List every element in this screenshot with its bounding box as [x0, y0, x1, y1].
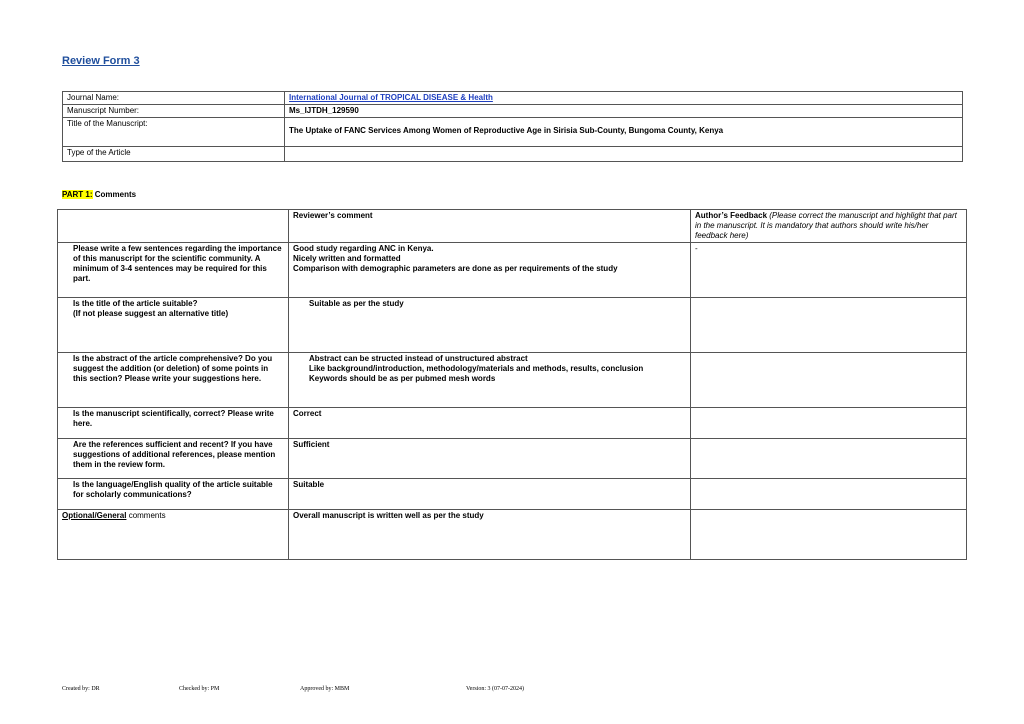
comments-header-row — [58, 210, 967, 243]
optional-comments-row — [58, 510, 967, 560]
comment-line: Keywords should be as per pubmed mesh words — [309, 374, 496, 383]
author-feedback-header — [691, 210, 967, 243]
author-feedback-title: Author’s Feedback — [695, 211, 768, 220]
comments-table — [57, 209, 967, 560]
author-feedback-cell[interactable] — [691, 353, 967, 408]
footer-version: Version: 3 (07-07-2024) — [466, 686, 524, 692]
comment-row — [58, 479, 967, 510]
question-cell: Is the manuscript scientifically, correct? Please write here. — [58, 408, 289, 439]
manuscript-info-table — [62, 91, 963, 162]
question-cell: Is the language/English quality of the article suitable for scholarly communications? — [58, 479, 289, 510]
manuscript-title-label: Title of the Manuscript: — [63, 118, 285, 147]
reviewer-comment-cell — [289, 243, 691, 298]
comment-line: Sufficient — [293, 440, 330, 449]
comment-line: Good study regarding ANC in Kenya. — [293, 244, 434, 253]
reviewer-comment-cell — [289, 408, 691, 439]
reviewer-comment-cell — [289, 353, 691, 408]
comment-line: Abstract can be structed instead of unstructured abstract — [309, 354, 528, 363]
manuscript-title-row — [63, 118, 963, 147]
comment-row — [58, 298, 967, 353]
optional-feedback-cell[interactable] — [691, 510, 967, 560]
reviewer-comment-cell — [289, 439, 691, 479]
author-feedback-cell[interactable]: - — [691, 243, 967, 298]
footer-checked: Checked by: PM — [179, 686, 220, 692]
journal-label: Journal Name: — [63, 92, 285, 105]
optional-label-underlined: Optional/General — [62, 511, 127, 520]
article-type-row — [63, 147, 963, 162]
manuscript-number-value: Ms_IJTDH_129590 — [285, 105, 963, 118]
optional-label-rest: comments — [126, 511, 166, 520]
question-cell — [58, 298, 289, 353]
part1-heading — [62, 190, 136, 199]
footer-approved: Approved by: MBM — [300, 686, 350, 692]
author-feedback-cell[interactable] — [691, 408, 967, 439]
question-line: (If not please suggest an alternative title) — [73, 309, 229, 318]
optional-comment-cell: Overall manuscript is written well as per the study — [289, 510, 691, 560]
comment-line: Comparison with demographic parameters are done as per requirements of the study — [293, 264, 618, 273]
part1-prefix: PART 1: — [62, 190, 93, 199]
journal-link[interactable]: International Journal of TROPICAL DISEASE & Health — [289, 93, 493, 102]
question-cell: Please write a few sentences regarding the importance of this manuscript for the scientific community. A minimum of 3-4 sentences may be required for this part. — [58, 243, 289, 298]
comment-row — [58, 243, 967, 298]
journal-value — [285, 92, 963, 105]
comment-row — [58, 408, 967, 439]
question-cell: Is the abstract of the article comprehensive? Do you suggest the addition (or deletion) of some points in this section? Please write your suggestions here. — [58, 353, 289, 408]
footer-created: Created by: DR — [62, 686, 100, 692]
comment-line: Suitable as per the study — [309, 299, 404, 308]
comment-row — [58, 353, 967, 408]
manuscript-title-value: The Uptake of FANC Services Among Women of Reproductive Age in Sirisia Sub-County, Bungoma County, Kenya — [285, 118, 963, 147]
form-title: Review Form 3 — [62, 55, 140, 67]
optional-label-cell — [58, 510, 289, 560]
author-feedback-cell[interactable] — [691, 439, 967, 479]
journal-row — [63, 92, 963, 105]
question-cell: Are the references sufficient and recent? If you have suggestions of additional references, please mention them in the review form. — [58, 439, 289, 479]
author-feedback-cell[interactable] — [691, 298, 967, 353]
manuscript-number-label: Manuscript Number: — [63, 105, 285, 118]
author-feedback-cell[interactable] — [691, 479, 967, 510]
comment-line: Suitable — [293, 480, 325, 489]
author-feedback-instruction: (Please correct the manuscript and highlight that part in the manuscript. It is mandatory that authors should write his/her feedback here) — [695, 211, 957, 240]
question-line: Is the title of the article suitable? — [73, 299, 198, 308]
comment-line: Like background/introduction, methodology/materials and methods, results, conclusion — [309, 364, 644, 373]
manuscript-number-row — [63, 105, 963, 118]
reviewer-comment-cell — [289, 298, 691, 353]
comment-row — [58, 439, 967, 479]
part1-label: Comments — [92, 190, 137, 199]
reviewer-comment-header: Reviewer’s comment — [289, 210, 691, 243]
blank-header-cell — [58, 210, 289, 243]
article-type-label: Type of the Article — [63, 147, 285, 162]
reviewer-comment-cell — [289, 479, 691, 510]
comment-line: Nicely written and formatted — [293, 254, 401, 263]
article-type-value — [285, 147, 963, 162]
comment-line: Correct — [293, 409, 322, 418]
